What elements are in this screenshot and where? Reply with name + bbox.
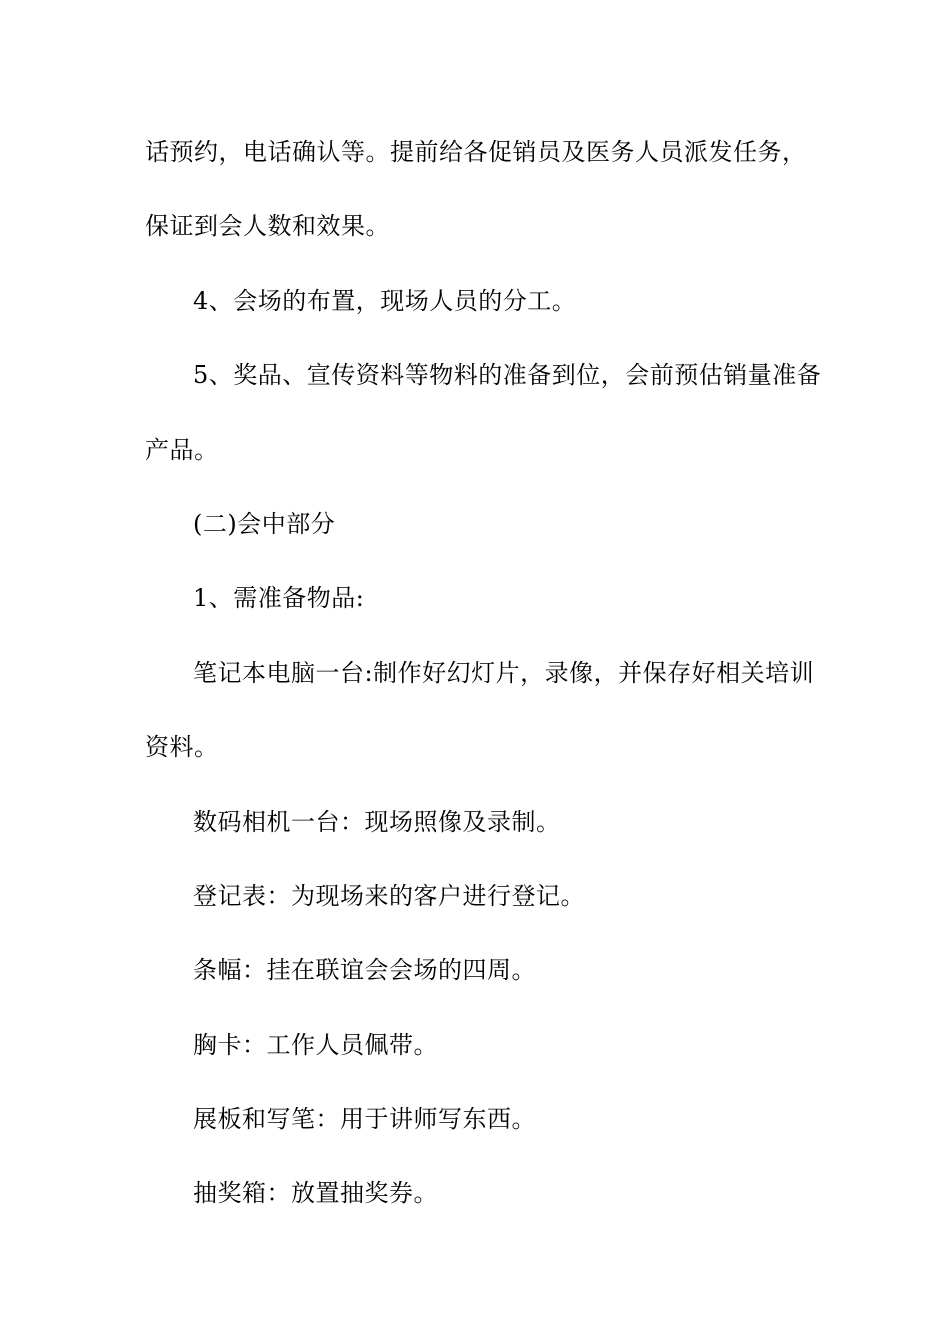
paragraph-line: 1、需准备物品: — [193, 584, 365, 613]
paragraph-line: 胸卡：工作人员佩带。 — [193, 1030, 438, 1059]
paragraph-line: 条幅：挂在联谊会会场的四周。 — [193, 956, 536, 985]
paragraph-line: 抽奖箱：放置抽奖券。 — [193, 1179, 438, 1208]
paragraph-line: 笔记本电脑一台:制作好幻灯片，录像，并保存好相关培训 — [193, 658, 815, 687]
paragraph-line: 话预约，电话确认等。提前给各促销员及医务人员派发任务， — [145, 138, 807, 166]
paragraph-line: 登记表：为现场来的客户进行登记。 — [193, 881, 585, 910]
paragraph-line: 展板和写笔：用于讲师写东西。 — [193, 1105, 536, 1134]
paragraph-line: 保证到会人数和效果。 — [145, 212, 390, 241]
paragraph-line: 数码相机一台：现场照像及录制。 — [193, 807, 561, 836]
paragraph-line: 4、会场的布置，现场人员的分工。 — [193, 286, 577, 315]
paragraph-line: 资料。 — [145, 733, 219, 762]
document-body — [145, 128, 822, 1244]
section-heading: (二)会中部分 — [193, 509, 336, 538]
paragraph-line: 5、奖品、宣传资料等物料的准备到位，会前预估销量准备 — [193, 361, 822, 390]
paragraph-line: 产品。 — [145, 435, 219, 464]
